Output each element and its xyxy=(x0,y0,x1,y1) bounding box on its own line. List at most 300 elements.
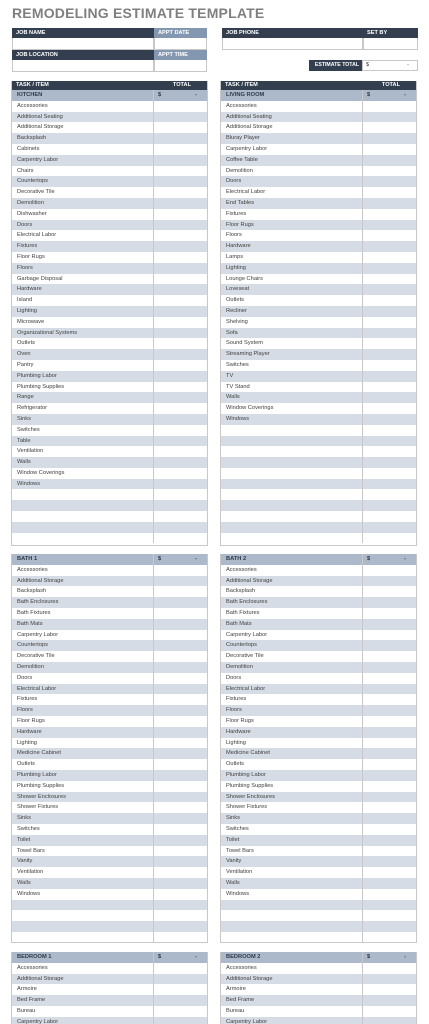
task-item-cell[interactable]: Switches xyxy=(221,824,363,835)
total-cell[interactable] xyxy=(363,651,416,662)
task-item-cell[interactable]: Shower Enclosures xyxy=(221,792,363,803)
total-cell[interactable] xyxy=(154,360,207,371)
total-cell[interactable] xyxy=(363,252,416,263)
total-cell[interactable] xyxy=(154,306,207,317)
task-item-cell[interactable]: Demolition xyxy=(12,662,154,673)
task-item-cell[interactable]: Cabinets xyxy=(12,144,154,155)
task-item-cell[interactable]: Additional Storage xyxy=(12,576,154,587)
task-item-cell[interactable]: Backsplash xyxy=(221,586,363,597)
task-item-cell[interactable]: Dishwasher xyxy=(12,209,154,220)
task-item-cell[interactable]: Demolition xyxy=(12,198,154,209)
task-item-cell[interactable]: Backsplash xyxy=(12,586,154,597)
total-cell[interactable] xyxy=(363,425,416,436)
total-cell[interactable] xyxy=(363,694,416,705)
task-item-cell[interactable]: Organizational Systems xyxy=(12,328,154,339)
task-item-cell[interactable]: Toilet xyxy=(221,835,363,846)
task-item-cell[interactable] xyxy=(221,511,363,522)
task-item-cell[interactable] xyxy=(221,921,363,932)
task-item-cell[interactable]: Outlets xyxy=(221,759,363,770)
appt-date-field[interactable] xyxy=(154,38,207,50)
total-cell[interactable] xyxy=(363,274,416,285)
task-item-cell[interactable]: Outlets xyxy=(12,759,154,770)
total-cell[interactable] xyxy=(154,295,207,306)
total-cell[interactable] xyxy=(154,792,207,803)
total-cell[interactable] xyxy=(154,392,207,403)
task-item-cell[interactable] xyxy=(221,468,363,479)
task-item-cell[interactable]: Vanity xyxy=(221,856,363,867)
section-total[interactable] xyxy=(363,554,416,565)
total-cell[interactable] xyxy=(363,436,416,447)
total-cell[interactable] xyxy=(154,684,207,695)
total-cell[interactable] xyxy=(154,522,207,533)
total-cell[interactable] xyxy=(363,802,416,813)
task-item-cell[interactable]: Floors xyxy=(12,705,154,716)
task-item-cell[interactable] xyxy=(221,910,363,921)
task-item-cell[interactable]: Streaming Player xyxy=(221,349,363,360)
task-item-cell[interactable]: Additional Seating xyxy=(12,112,154,123)
task-item-cell[interactable]: Bath Mats xyxy=(221,619,363,630)
estimate-total-value[interactable] xyxy=(362,60,418,71)
task-item-cell[interactable]: Plumbing Supplies xyxy=(12,382,154,393)
total-cell[interactable] xyxy=(154,640,207,651)
task-item-cell[interactable]: Plumbing Labor xyxy=(12,371,154,382)
total-cell[interactable] xyxy=(154,241,207,252)
total-cell[interactable] xyxy=(363,328,416,339)
total-cell[interactable] xyxy=(154,209,207,220)
total-cell[interactable] xyxy=(154,500,207,511)
task-item-cell[interactable]: Doors xyxy=(12,673,154,684)
total-cell[interactable] xyxy=(363,565,416,576)
total-cell[interactable] xyxy=(363,684,416,695)
total-cell[interactable] xyxy=(363,835,416,846)
total-cell[interactable] xyxy=(363,133,416,144)
task-item-cell[interactable] xyxy=(12,500,154,511)
total-cell[interactable] xyxy=(154,101,207,112)
total-cell[interactable] xyxy=(363,338,416,349)
total-cell[interactable] xyxy=(154,220,207,231)
total-cell[interactable] xyxy=(363,446,416,457)
total-cell[interactable] xyxy=(154,230,207,241)
total-cell[interactable] xyxy=(363,748,416,759)
task-item-cell[interactable]: Carpentry Labor xyxy=(221,1017,363,1024)
total-cell[interactable] xyxy=(154,963,207,974)
total-cell[interactable] xyxy=(154,263,207,274)
task-item-cell[interactable]: Bureau xyxy=(12,1006,154,1017)
total-cell[interactable] xyxy=(154,382,207,393)
task-item-cell[interactable]: Floors xyxy=(12,263,154,274)
task-item-cell[interactable] xyxy=(12,522,154,533)
task-item-cell[interactable]: Fixtures xyxy=(12,241,154,252)
task-item-cell[interactable]: Countertops xyxy=(221,640,363,651)
task-item-cell[interactable]: Armoire xyxy=(12,984,154,995)
total-cell[interactable] xyxy=(154,479,207,490)
task-item-cell[interactable]: Sinks xyxy=(221,813,363,824)
task-item-cell[interactable]: Bath Enclosures xyxy=(221,597,363,608)
task-item-cell[interactable]: Additional Storage xyxy=(12,974,154,985)
total-cell[interactable] xyxy=(154,414,207,425)
task-item-cell[interactable]: Switches xyxy=(12,824,154,835)
total-cell[interactable] xyxy=(363,360,416,371)
task-item-cell[interactable]: Carpentry Labor xyxy=(221,144,363,155)
task-item-cell[interactable] xyxy=(221,436,363,447)
task-item-cell[interactable]: Bath Fixtures xyxy=(12,608,154,619)
total-cell[interactable] xyxy=(363,511,416,522)
task-item-cell[interactable] xyxy=(12,489,154,500)
total-cell[interactable] xyxy=(154,1006,207,1017)
task-item-cell[interactable]: Plumbing Supplies xyxy=(12,781,154,792)
task-item-cell[interactable] xyxy=(221,932,363,943)
task-item-cell[interactable]: Pantry xyxy=(12,360,154,371)
task-item-cell[interactable]: Recliner xyxy=(221,306,363,317)
task-item-cell[interactable]: Outlets xyxy=(12,338,154,349)
total-cell[interactable] xyxy=(154,900,207,911)
total-cell[interactable] xyxy=(154,727,207,738)
task-item-cell[interactable]: Bureau xyxy=(221,1006,363,1017)
section-total[interactable] xyxy=(363,952,416,963)
task-item-cell[interactable]: Ventilation xyxy=(221,867,363,878)
total-cell[interactable] xyxy=(154,338,207,349)
task-item-cell[interactable]: Accessories xyxy=(221,565,363,576)
total-cell[interactable] xyxy=(363,479,416,490)
total-cell[interactable] xyxy=(154,166,207,177)
task-item-cell[interactable]: Floor Rugs xyxy=(221,220,363,231)
total-cell[interactable] xyxy=(154,856,207,867)
task-item-cell[interactable]: Switches xyxy=(12,425,154,436)
total-cell[interactable] xyxy=(363,176,416,187)
total-cell[interactable] xyxy=(363,284,416,295)
total-cell[interactable] xyxy=(363,813,416,824)
task-item-cell[interactable]: Hardware xyxy=(221,241,363,252)
task-item-cell[interactable]: Accessories xyxy=(12,101,154,112)
total-cell[interactable] xyxy=(154,317,207,328)
total-cell[interactable] xyxy=(363,349,416,360)
total-cell[interactable] xyxy=(154,1017,207,1024)
task-item-cell[interactable] xyxy=(221,489,363,500)
total-cell[interactable] xyxy=(363,662,416,673)
total-cell[interactable] xyxy=(363,241,416,252)
total-cell[interactable] xyxy=(154,176,207,187)
total-cell[interactable] xyxy=(363,705,416,716)
task-item-cell[interactable]: Bath Mats xyxy=(12,619,154,630)
task-item-cell[interactable]: Medicine Cabinet xyxy=(221,748,363,759)
total-cell[interactable] xyxy=(363,673,416,684)
total-cell[interactable] xyxy=(154,932,207,943)
total-cell[interactable] xyxy=(154,813,207,824)
task-item-cell[interactable]: Coffee Table xyxy=(221,155,363,166)
task-item-cell[interactable]: Vanity xyxy=(12,856,154,867)
total-cell[interactable] xyxy=(154,651,207,662)
total-cell[interactable] xyxy=(363,198,416,209)
total-cell[interactable] xyxy=(154,565,207,576)
total-cell[interactable] xyxy=(363,457,416,468)
total-cell[interactable] xyxy=(154,349,207,360)
task-item-cell[interactable] xyxy=(12,511,154,522)
total-cell[interactable] xyxy=(154,403,207,414)
total-cell[interactable] xyxy=(363,889,416,900)
total-cell[interactable] xyxy=(154,716,207,727)
task-item-cell[interactable]: Accessories xyxy=(221,963,363,974)
task-item-cell[interactable]: Electrical Labor xyxy=(12,684,154,695)
task-item-cell[interactable]: Sound System xyxy=(221,338,363,349)
task-item-cell[interactable]: Carpentry Labor xyxy=(221,630,363,641)
total-cell[interactable] xyxy=(363,122,416,133)
task-item-cell[interactable]: Countertops xyxy=(12,640,154,651)
task-item-cell[interactable] xyxy=(12,932,154,943)
task-item-cell[interactable]: Shower Fixtures xyxy=(12,802,154,813)
task-item-cell[interactable]: Armoire xyxy=(221,984,363,995)
task-item-cell[interactable]: Plumbing Labor xyxy=(221,770,363,781)
task-item-cell[interactable]: Lighting xyxy=(12,738,154,749)
task-item-cell[interactable]: Walls xyxy=(12,457,154,468)
total-cell[interactable] xyxy=(363,392,416,403)
total-cell[interactable] xyxy=(154,705,207,716)
total-cell[interactable] xyxy=(363,371,416,382)
total-cell[interactable] xyxy=(363,295,416,306)
total-cell[interactable] xyxy=(363,500,416,511)
task-item-cell[interactable]: Backsplash xyxy=(12,133,154,144)
total-cell[interactable] xyxy=(154,608,207,619)
task-item-cell[interactable]: Shelving xyxy=(221,317,363,328)
total-cell[interactable] xyxy=(154,748,207,759)
total-cell[interactable] xyxy=(154,112,207,123)
total-cell[interactable] xyxy=(363,921,416,932)
total-cell[interactable] xyxy=(363,166,416,177)
total-cell[interactable] xyxy=(154,878,207,889)
task-item-cell[interactable]: Sinks xyxy=(12,813,154,824)
total-cell[interactable] xyxy=(363,781,416,792)
task-item-cell[interactable]: Chairs xyxy=(12,166,154,177)
task-item-cell[interactable]: Carpentry Labor xyxy=(12,1017,154,1024)
task-item-cell[interactable]: Switches xyxy=(221,360,363,371)
task-item-cell[interactable]: Windows xyxy=(12,889,154,900)
task-item-cell[interactable]: Additional Storage xyxy=(221,974,363,985)
total-cell[interactable] xyxy=(363,230,416,241)
total-cell[interactable] xyxy=(363,522,416,533)
total-cell[interactable] xyxy=(363,155,416,166)
total-cell[interactable] xyxy=(363,382,416,393)
total-cell[interactable] xyxy=(363,792,416,803)
task-item-cell[interactable] xyxy=(12,900,154,911)
task-item-cell[interactable]: Carpentry Labor xyxy=(12,155,154,166)
task-item-cell[interactable]: Accessories xyxy=(221,101,363,112)
total-cell[interactable] xyxy=(154,576,207,587)
total-cell[interactable] xyxy=(363,468,416,479)
task-item-cell[interactable]: Floors xyxy=(221,230,363,241)
task-item-cell[interactable]: Bed Frame xyxy=(221,995,363,1006)
total-cell[interactable] xyxy=(363,867,416,878)
total-cell[interactable] xyxy=(363,738,416,749)
total-cell[interactable] xyxy=(154,533,207,544)
task-item-cell[interactable]: Ventilation xyxy=(12,867,154,878)
task-item-cell[interactable]: Additional Storage xyxy=(221,576,363,587)
total-cell[interactable] xyxy=(154,446,207,457)
task-item-cell[interactable]: Window Coverings xyxy=(12,468,154,479)
total-cell[interactable] xyxy=(363,1017,416,1024)
total-cell[interactable] xyxy=(154,457,207,468)
task-item-cell[interactable] xyxy=(12,533,154,544)
job-name-field[interactable] xyxy=(12,38,154,50)
total-cell[interactable] xyxy=(154,802,207,813)
total-cell[interactable] xyxy=(154,187,207,198)
total-cell[interactable] xyxy=(154,910,207,921)
task-item-cell[interactable]: Towel Bars xyxy=(12,846,154,857)
total-cell[interactable] xyxy=(363,846,416,857)
total-cell[interactable] xyxy=(154,144,207,155)
task-item-cell[interactable]: Doors xyxy=(221,176,363,187)
total-cell[interactable] xyxy=(363,597,416,608)
task-item-cell[interactable]: Hardware xyxy=(221,727,363,738)
total-cell[interactable] xyxy=(154,436,207,447)
total-cell[interactable] xyxy=(363,608,416,619)
total-cell[interactable] xyxy=(154,694,207,705)
total-cell[interactable] xyxy=(154,155,207,166)
total-cell[interactable] xyxy=(363,932,416,943)
task-item-cell[interactable] xyxy=(12,921,154,932)
total-cell[interactable] xyxy=(154,274,207,285)
task-item-cell[interactable]: Sinks xyxy=(12,414,154,425)
task-item-cell[interactable]: Lounge Chairs xyxy=(221,274,363,285)
total-cell[interactable] xyxy=(154,984,207,995)
task-item-cell[interactable]: End Tables xyxy=(221,198,363,209)
total-cell[interactable] xyxy=(154,122,207,133)
task-item-cell[interactable]: Lighting xyxy=(221,738,363,749)
task-item-cell[interactable]: Hardware xyxy=(12,727,154,738)
task-item-cell[interactable]: Island xyxy=(12,295,154,306)
task-item-cell[interactable]: Microwave xyxy=(12,317,154,328)
total-cell[interactable] xyxy=(154,597,207,608)
task-item-cell[interactable]: Additional Seating xyxy=(221,112,363,123)
total-cell[interactable] xyxy=(363,317,416,328)
task-item-cell[interactable]: Bath Enclosures xyxy=(12,597,154,608)
total-cell[interactable] xyxy=(363,403,416,414)
total-cell[interactable] xyxy=(154,133,207,144)
task-item-cell[interactable]: TV xyxy=(221,371,363,382)
total-cell[interactable] xyxy=(154,889,207,900)
total-cell[interactable] xyxy=(363,727,416,738)
task-item-cell[interactable]: Garbage Disposal xyxy=(12,274,154,285)
task-item-cell[interactable]: Bed Frame xyxy=(12,995,154,1006)
total-cell[interactable] xyxy=(363,414,416,425)
task-item-cell[interactable]: Demolition xyxy=(221,166,363,177)
section-total[interactable] xyxy=(154,952,207,963)
task-item-cell[interactable]: Towel Bars xyxy=(221,846,363,857)
total-cell[interactable] xyxy=(363,984,416,995)
task-item-cell[interactable]: Bluray Player xyxy=(221,133,363,144)
total-cell[interactable] xyxy=(363,220,416,231)
total-cell[interactable] xyxy=(154,328,207,339)
total-cell[interactable] xyxy=(363,187,416,198)
task-item-cell[interactable]: Doors xyxy=(221,673,363,684)
task-item-cell[interactable]: Table xyxy=(12,436,154,447)
task-item-cell[interactable]: Lighting xyxy=(221,263,363,274)
total-cell[interactable] xyxy=(154,867,207,878)
task-item-cell[interactable]: Floor Rugs xyxy=(12,252,154,263)
task-item-cell[interactable]: Sofa xyxy=(221,328,363,339)
task-item-cell[interactable]: Additional Storage xyxy=(221,122,363,133)
task-item-cell[interactable]: TV Stand xyxy=(221,382,363,393)
total-cell[interactable] xyxy=(154,252,207,263)
total-cell[interactable] xyxy=(154,835,207,846)
task-item-cell[interactable]: Doors xyxy=(12,220,154,231)
task-item-cell[interactable]: Decorative Tile xyxy=(12,187,154,198)
job-location-field[interactable] xyxy=(12,60,154,72)
total-cell[interactable] xyxy=(363,1006,416,1017)
total-cell[interactable] xyxy=(154,630,207,641)
total-cell[interactable] xyxy=(154,781,207,792)
task-item-cell[interactable] xyxy=(221,479,363,490)
task-item-cell[interactable]: Demolition xyxy=(221,662,363,673)
appt-time-field[interactable] xyxy=(154,60,207,72)
task-item-cell[interactable]: Electrical Labor xyxy=(221,187,363,198)
total-cell[interactable] xyxy=(363,101,416,112)
total-cell[interactable] xyxy=(363,974,416,985)
total-cell[interactable] xyxy=(363,824,416,835)
total-cell[interactable] xyxy=(154,425,207,436)
total-cell[interactable] xyxy=(154,846,207,857)
task-item-cell[interactable]: Range xyxy=(12,392,154,403)
task-item-cell[interactable]: Refrigerator xyxy=(12,403,154,414)
total-cell[interactable] xyxy=(363,630,416,641)
task-item-cell[interactable] xyxy=(221,522,363,533)
task-item-cell[interactable]: Fixtures xyxy=(221,209,363,220)
task-item-cell[interactable] xyxy=(221,500,363,511)
total-cell[interactable] xyxy=(154,284,207,295)
total-cell[interactable] xyxy=(363,489,416,500)
total-cell[interactable] xyxy=(154,921,207,932)
total-cell[interactable] xyxy=(154,673,207,684)
total-cell[interactable] xyxy=(154,586,207,597)
task-item-cell[interactable]: Windows xyxy=(221,414,363,425)
task-item-cell[interactable]: Medicine Cabinet xyxy=(12,748,154,759)
task-item-cell[interactable]: Window Coverings xyxy=(221,403,363,414)
task-item-cell[interactable]: Floors xyxy=(221,705,363,716)
task-item-cell[interactable]: Bath Fixtures xyxy=(221,608,363,619)
task-item-cell[interactable]: Countertops xyxy=(12,176,154,187)
total-cell[interactable] xyxy=(154,489,207,500)
task-item-cell[interactable]: Accessories xyxy=(12,963,154,974)
total-cell[interactable] xyxy=(363,900,416,911)
total-cell[interactable] xyxy=(154,468,207,479)
task-item-cell[interactable]: Floor Rugs xyxy=(221,716,363,727)
section-total[interactable] xyxy=(154,554,207,565)
set-by-field[interactable] xyxy=(363,38,418,50)
section-total[interactable] xyxy=(154,90,207,101)
task-item-cell[interactable]: Walls xyxy=(221,878,363,889)
total-cell[interactable] xyxy=(154,738,207,749)
total-cell[interactable] xyxy=(154,974,207,985)
total-cell[interactable] xyxy=(363,209,416,220)
task-item-cell[interactable]: Walls xyxy=(12,878,154,889)
total-cell[interactable] xyxy=(154,824,207,835)
total-cell[interactable] xyxy=(363,144,416,155)
section-total[interactable] xyxy=(363,90,416,101)
task-item-cell[interactable]: Floor Rugs xyxy=(12,716,154,727)
task-item-cell[interactable] xyxy=(221,425,363,436)
total-cell[interactable] xyxy=(363,112,416,123)
task-item-cell[interactable]: Toilet xyxy=(12,835,154,846)
task-item-cell[interactable]: Outlets xyxy=(221,295,363,306)
total-cell[interactable] xyxy=(363,533,416,544)
task-item-cell[interactable]: Lighting xyxy=(12,306,154,317)
task-item-cell[interactable]: Windows xyxy=(221,889,363,900)
task-item-cell[interactable]: Plumbing Supplies xyxy=(221,781,363,792)
task-item-cell[interactable] xyxy=(12,910,154,921)
total-cell[interactable] xyxy=(363,716,416,727)
total-cell[interactable] xyxy=(363,963,416,974)
task-item-cell[interactable]: Oven xyxy=(12,349,154,360)
total-cell[interactable] xyxy=(154,619,207,630)
total-cell[interactable] xyxy=(154,371,207,382)
